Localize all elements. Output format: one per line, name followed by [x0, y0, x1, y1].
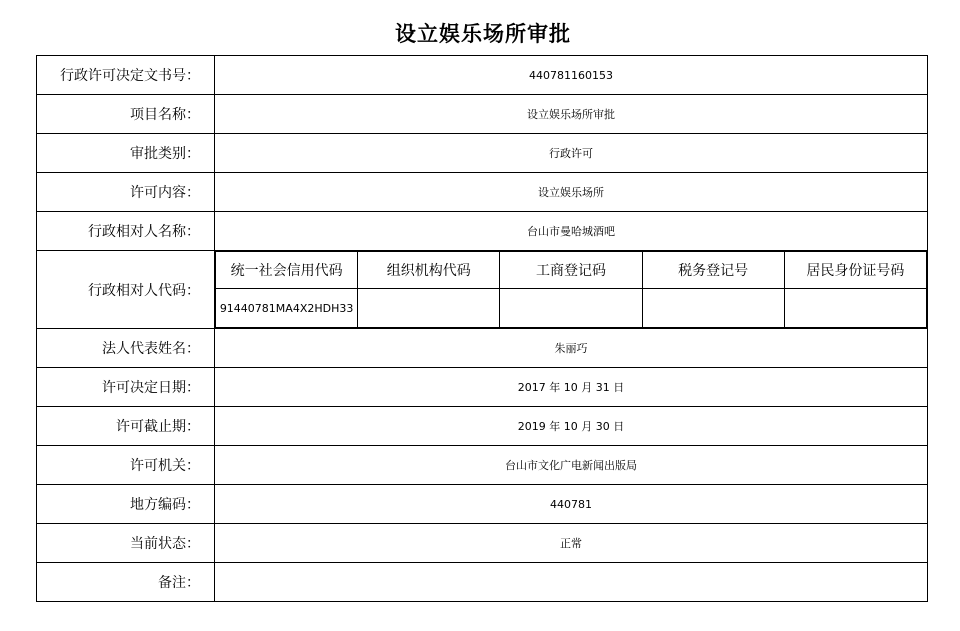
code-value-business [500, 289, 642, 328]
table-row [37, 173, 928, 212]
authority-value: 台山市文化广电新闻出版局 [215, 446, 928, 485]
decision-date-label: 许可决定日期： [37, 368, 215, 407]
code-value-credit: 91440781MA4X2HDH33 [216, 289, 358, 328]
status-label: 当前状态： [37, 524, 215, 563]
code-value-id [784, 289, 926, 328]
counterparty-name-label: 行政相对人名称： [37, 212, 215, 251]
counterparty-code-cell [215, 251, 928, 329]
expiry-date-value: 2019 年 10 月 30 日 [215, 407, 928, 446]
table-row [37, 524, 928, 563]
code-header-row [216, 252, 927, 289]
legal-rep-value: 朱丽巧 [215, 329, 928, 368]
code-header-id: 居民身份证号码 [784, 252, 926, 289]
table-row [37, 368, 928, 407]
table-row [37, 485, 928, 524]
counterparty-code-table [215, 251, 927, 328]
table-row [37, 56, 928, 95]
permit-content-value: 设立娱乐场所 [215, 173, 928, 212]
legal-rep-label: 法人代表姓名： [37, 329, 215, 368]
counterparty-name-value: 台山市曼哈城酒吧 [215, 212, 928, 251]
code-header-business: 工商登记码 [500, 252, 642, 289]
expiry-date-label: 许可截止期： [37, 407, 215, 446]
code-value-tax [642, 289, 784, 328]
project-name-value: 设立娱乐场所审批 [215, 95, 928, 134]
decision-date-value: 2017 年 10 月 31 日 [215, 368, 928, 407]
approval-type-value: 行政许可 [215, 134, 928, 173]
decision-no-label: 行政许可决定文书号： [37, 56, 215, 95]
permit-content-label: 许可内容： [37, 173, 215, 212]
table-row [37, 446, 928, 485]
authority-label: 许可机关： [37, 446, 215, 485]
table-row [37, 407, 928, 446]
table-row [37, 134, 928, 173]
project-name-label: 项目名称： [37, 95, 215, 134]
table-row [37, 212, 928, 251]
permit-info-table [36, 55, 928, 602]
remarks-label: 备注： [37, 563, 215, 602]
approval-type-label: 审批类别： [37, 134, 215, 173]
code-header-org: 组织机构代码 [358, 252, 500, 289]
counterparty-code-label: 行政相对人代码： [37, 251, 215, 329]
code-value-row [216, 289, 927, 328]
code-header-credit: 统一社会信用代码 [216, 252, 358, 289]
decision-no-value: 440781160153 [215, 56, 928, 95]
code-header-tax: 税务登记号 [642, 252, 784, 289]
table-row [37, 251, 928, 329]
table-row [37, 563, 928, 602]
table-row [37, 95, 928, 134]
status-value: 正常 [215, 524, 928, 563]
region-code-label: 地方编码： [37, 485, 215, 524]
code-value-org [358, 289, 500, 328]
page-title: 设立娱乐场所审批 [395, 22, 571, 46]
region-code-value: 440781 [215, 485, 928, 524]
table-row [37, 329, 928, 368]
remarks-value [215, 563, 928, 602]
